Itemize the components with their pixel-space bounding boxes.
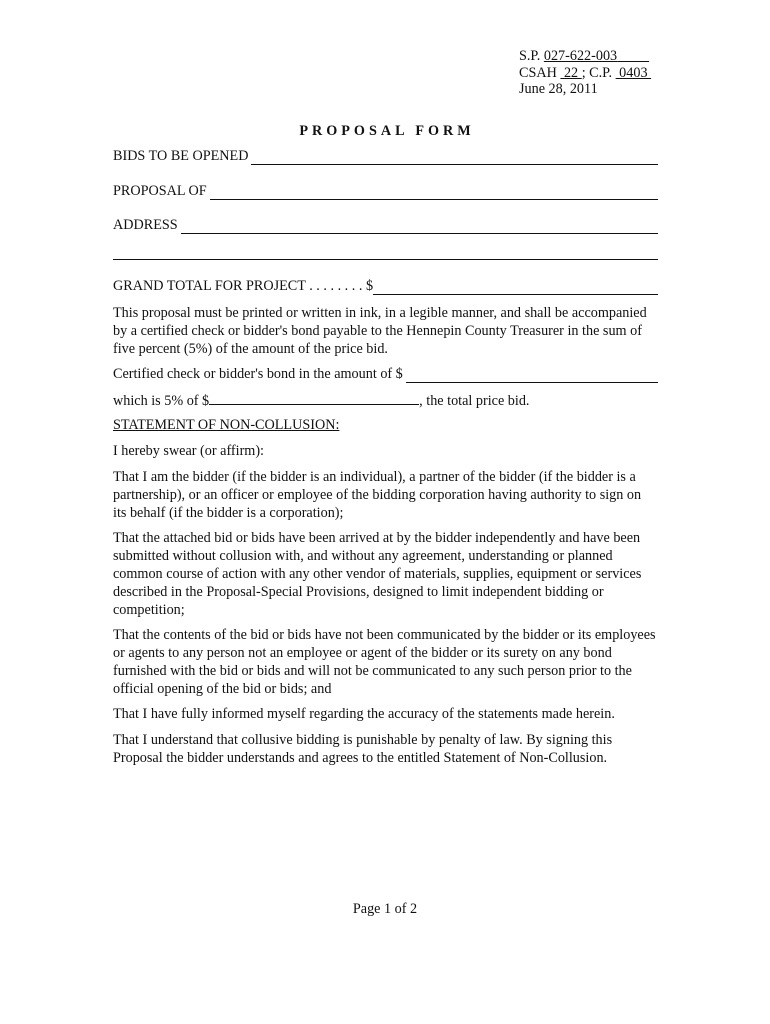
sp-number-line	[519, 47, 649, 65]
sp-number: 027-622-003	[543, 48, 618, 64]
total-price-line	[113, 390, 658, 410]
csah-label: CSAH	[519, 65, 561, 81]
proposal-of-line[interactable]	[210, 185, 658, 200]
proposal-of-label: PROPOSAL OF	[113, 183, 207, 199]
statement-paragraph-2: That the attached bid or bids have been arrived at by the bidder independently and have been submitted without collusion with, and without any agreement, understanding or planned common course of action with any other vendor of materials, supplies, equipment or services described in the Proposal-Special Provisions, designed to limit independent bidding or competition;	[113, 530, 642, 618]
total-price-blank[interactable]	[209, 390, 419, 405]
sp-label: S.P.	[519, 48, 544, 64]
bond-amount-field[interactable]	[113, 365, 658, 383]
cp-label: ; C.P.	[581, 65, 616, 81]
csah-number: 22	[560, 65, 582, 81]
page-title: PROPOSAL FORM	[299, 123, 475, 139]
grand-total-line[interactable]	[373, 280, 658, 295]
grand-total-label: GRAND TOTAL FOR PROJECT . . . . . . . . $	[113, 278, 374, 294]
document-date: June 28, 2011	[519, 81, 598, 97]
bond-amount-line[interactable]	[406, 368, 658, 383]
bids-opened-line[interactable]	[251, 150, 658, 165]
address-line-2[interactable]	[113, 245, 658, 260]
page-number: Page 1 of 2	[352, 901, 418, 917]
address-line[interactable]	[181, 219, 658, 234]
statement-paragraph-3: That the contents of the bid or bids have not been communicated by the bidder or its employees or agents to any person not an employee or agent of the bidder or its surety on any bond furnished with the bid or bids and will not be communicated to any such person prior to the official opening of the bid or bids; and	[113, 627, 656, 697]
bids-opened-field[interactable]	[113, 147, 658, 165]
cp-number: 0403	[615, 65, 652, 81]
bond-amount-label: Certified check or bidder's bond in the amount of $	[113, 366, 403, 382]
address-field[interactable]	[113, 216, 658, 234]
swear-line: I hereby swear (or affirm):	[113, 443, 264, 459]
statement-heading: STATEMENT OF NON-COLLUSION:	[113, 417, 340, 433]
proposal-of-field[interactable]	[113, 182, 658, 200]
ink-instructions: This proposal must be printed or written in ink, in a legible manner, and shall be accompanied by a certified check or bidder's bond payable to the Hennepin County Treasurer in the sum of five percent (5%) of the amount of the price bid.	[113, 305, 647, 357]
address-label: ADDRESS	[113, 217, 178, 233]
bids-opened-label: BIDS TO BE OPENED	[113, 148, 249, 164]
grand-total-field[interactable]	[113, 277, 658, 295]
sp-blank	[617, 48, 649, 64]
total-price-suffix: , the total price bid.	[419, 393, 530, 409]
statement-paragraph-4: That I have fully informed myself regarding the accuracy of the statements made herein.	[113, 706, 615, 722]
statement-paragraph-5: That I understand that collusive bidding is punishable by penalty of law. By signing this Proposal the bidder understands and agrees to the entitled Statement of Non-Collusion.	[113, 732, 613, 766]
statement-paragraph-1: That I am the bidder (if the bidder is an individual), a partner of the bidder (if the bidder is a partnership), or an officer or employee of the bidding corporation having authority to sign on its behalf (if the bidder is a corporation);	[113, 469, 642, 521]
which-is-label: which is 5% of $	[113, 393, 210, 409]
